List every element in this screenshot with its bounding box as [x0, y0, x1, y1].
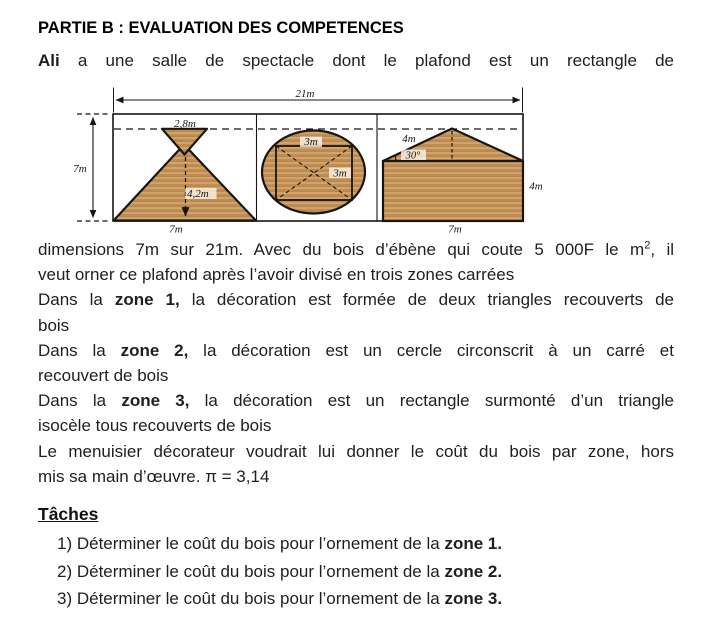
- zone3-height-label: 4m: [529, 180, 543, 193]
- text-run: , il: [650, 240, 675, 259]
- text-line: [38, 439, 674, 464]
- text-run: la décoration est un rectangle surmonté d’un triangle: [189, 391, 675, 411]
- task-item: [57, 530, 502, 558]
- zone1-top-base-label: 2,8m: [174, 118, 196, 130]
- text-line: [38, 413, 674, 438]
- text-run: veut orner ce plafond après l’avoir divisé en trois zones carrées: [38, 265, 515, 285]
- zone2-width-label: 3m: [304, 136, 318, 148]
- text-run: isocèle tous recouverts de bois: [38, 416, 272, 436]
- text-run: Dans la: [38, 340, 121, 360]
- text-run: mis sa main d’œuvre. π = 3,14: [38, 466, 270, 486]
- task2-zone-bold: zone 2.: [444, 561, 503, 581]
- page-title: PARTIE B : EVALUATION DES COMPETENCES: [38, 19, 404, 37]
- text-line: [38, 287, 674, 312]
- intro-bold: Ali: [38, 51, 60, 70]
- text-run: 3) Déterminer le coût du bois pour l’ornement de la: [57, 589, 445, 608]
- text-run: recouvert de bois: [38, 365, 169, 385]
- text-run: 1) Déterminer le coût du bois pour l’ornement de la: [57, 534, 445, 553]
- zone1-height-label: 4,2m: [187, 188, 209, 200]
- zone3-slant-label: 4m: [402, 133, 416, 145]
- task-item: [57, 585, 502, 613]
- text-run: la décoration est un cercle circonscrit à un carré et: [188, 340, 674, 360]
- zone3-rectangle: [383, 161, 523, 221]
- body-paragraph: [38, 237, 674, 489]
- zone3-angle-label: 30°: [405, 150, 421, 162]
- zone3-bold: zone 3,: [121, 391, 190, 411]
- zone2-height-label: 3m: [333, 167, 347, 180]
- zone1-bold: zone 1,: [114, 290, 180, 310]
- zone3-base-label: 7m: [448, 223, 462, 236]
- task3-zone-bold: zone 3.: [444, 589, 503, 608]
- superscript: 2: [644, 239, 651, 252]
- text-run: Dans la: [38, 290, 115, 310]
- text-run: dimensions 7m sur 21m. Avec du bois d’ébène qui coute 5 000F le m: [38, 240, 645, 259]
- text-run: 2) Déterminer le coût du bois pour l’ornement de la: [57, 561, 445, 581]
- zone2-bold: zone 2,: [120, 340, 189, 360]
- text-run: bois: [38, 315, 70, 335]
- text-line: [38, 388, 674, 413]
- text-line: [38, 338, 674, 363]
- tasks-heading: Tâches: [38, 504, 99, 524]
- text-line: [38, 464, 674, 489]
- zone1-base-label: 7m: [169, 223, 183, 236]
- task1-zone-bold: zone 1.: [444, 534, 503, 553]
- ceiling-diagram: [60, 84, 560, 236]
- text-line: [38, 363, 674, 388]
- intro-text: a une salle de spectacle dont le plafond est un rectangle de: [59, 51, 674, 70]
- text-line: [38, 262, 674, 287]
- dim-height-label: 7m: [73, 163, 87, 175]
- text-run: Dans la: [38, 391, 122, 411]
- text-line: [38, 313, 674, 338]
- dim-width-label: 21m: [295, 88, 315, 100]
- task-item: [57, 558, 502, 586]
- tasks-list: [57, 530, 502, 613]
- text-line: [38, 237, 674, 262]
- text-run: la décoration est formée de deux triangles recouverts de: [179, 290, 674, 310]
- intro-paragraph: [38, 48, 674, 73]
- text-run: Le menuisier décorateur voudrait lui donner le coût du bois par zone, hors: [38, 441, 674, 461]
